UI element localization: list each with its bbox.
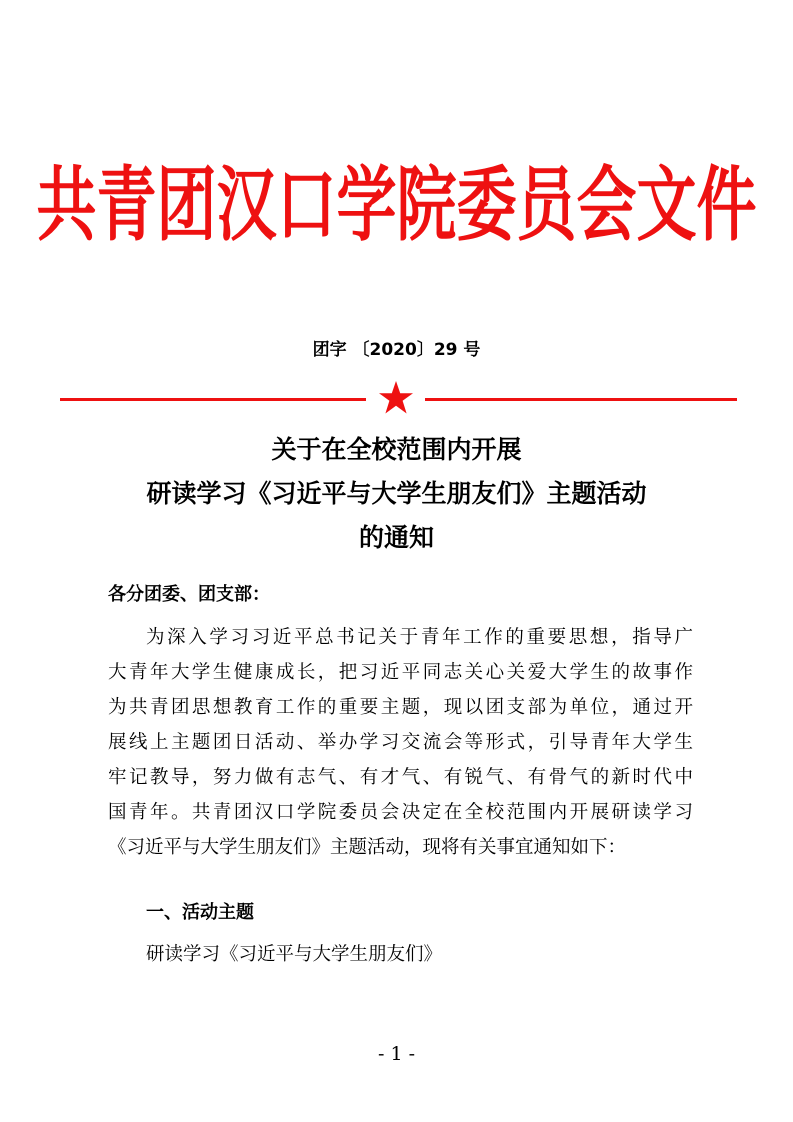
body-line: 大青年大学生健康成长，把习近平同志关心关爱大学生的故事作 (108, 662, 693, 683)
star-icon (378, 380, 414, 416)
body-line: 展线上主题团日活动、举办学习交流会等形式，引导青年大学生 (108, 732, 693, 753)
document-number: 团字 〔2020〕29 号 (312, 340, 481, 360)
body-line: 为深入学习习近平总书记关于青年工作的重要思想，指导广 (146, 627, 693, 648)
body-line: 为共青团思想教育工作的重要主题，现以团支部为单位，通过开 (108, 697, 693, 718)
body-line: 牢记教导，努力做有志气、有才气、有锐气、有骨气的新时代中 (108, 767, 693, 788)
salutation: 各分团委、团支部： (108, 584, 270, 605)
body-line: 国青年。共青团汉口学院委员会决定在全校范围内开展研读学习 (108, 802, 693, 823)
body-paragraph (108, 620, 693, 865)
header-divider-right (425, 398, 737, 401)
page-number: - 1 - (377, 1043, 415, 1065)
section-content: 研读学习《习近平与大学生朋友们》 (146, 944, 443, 965)
notice-title (0, 428, 793, 560)
body-line: 《习近平与大学生朋友们》主题活动，现将有关事宜通知如下： (108, 837, 627, 858)
document-header-title: 共青团汉口学院委员会文件 (36, 158, 757, 254)
header-divider-left (60, 398, 366, 401)
notice-title-line: 研读学习《习近平与大学生朋友们》主题活动 (146, 479, 647, 508)
notice-title-line: 的通知 (358, 523, 434, 552)
section-heading: 一、活动主题 (146, 902, 254, 923)
notice-title-line: 关于在全校范围内开展 (271, 435, 522, 464)
